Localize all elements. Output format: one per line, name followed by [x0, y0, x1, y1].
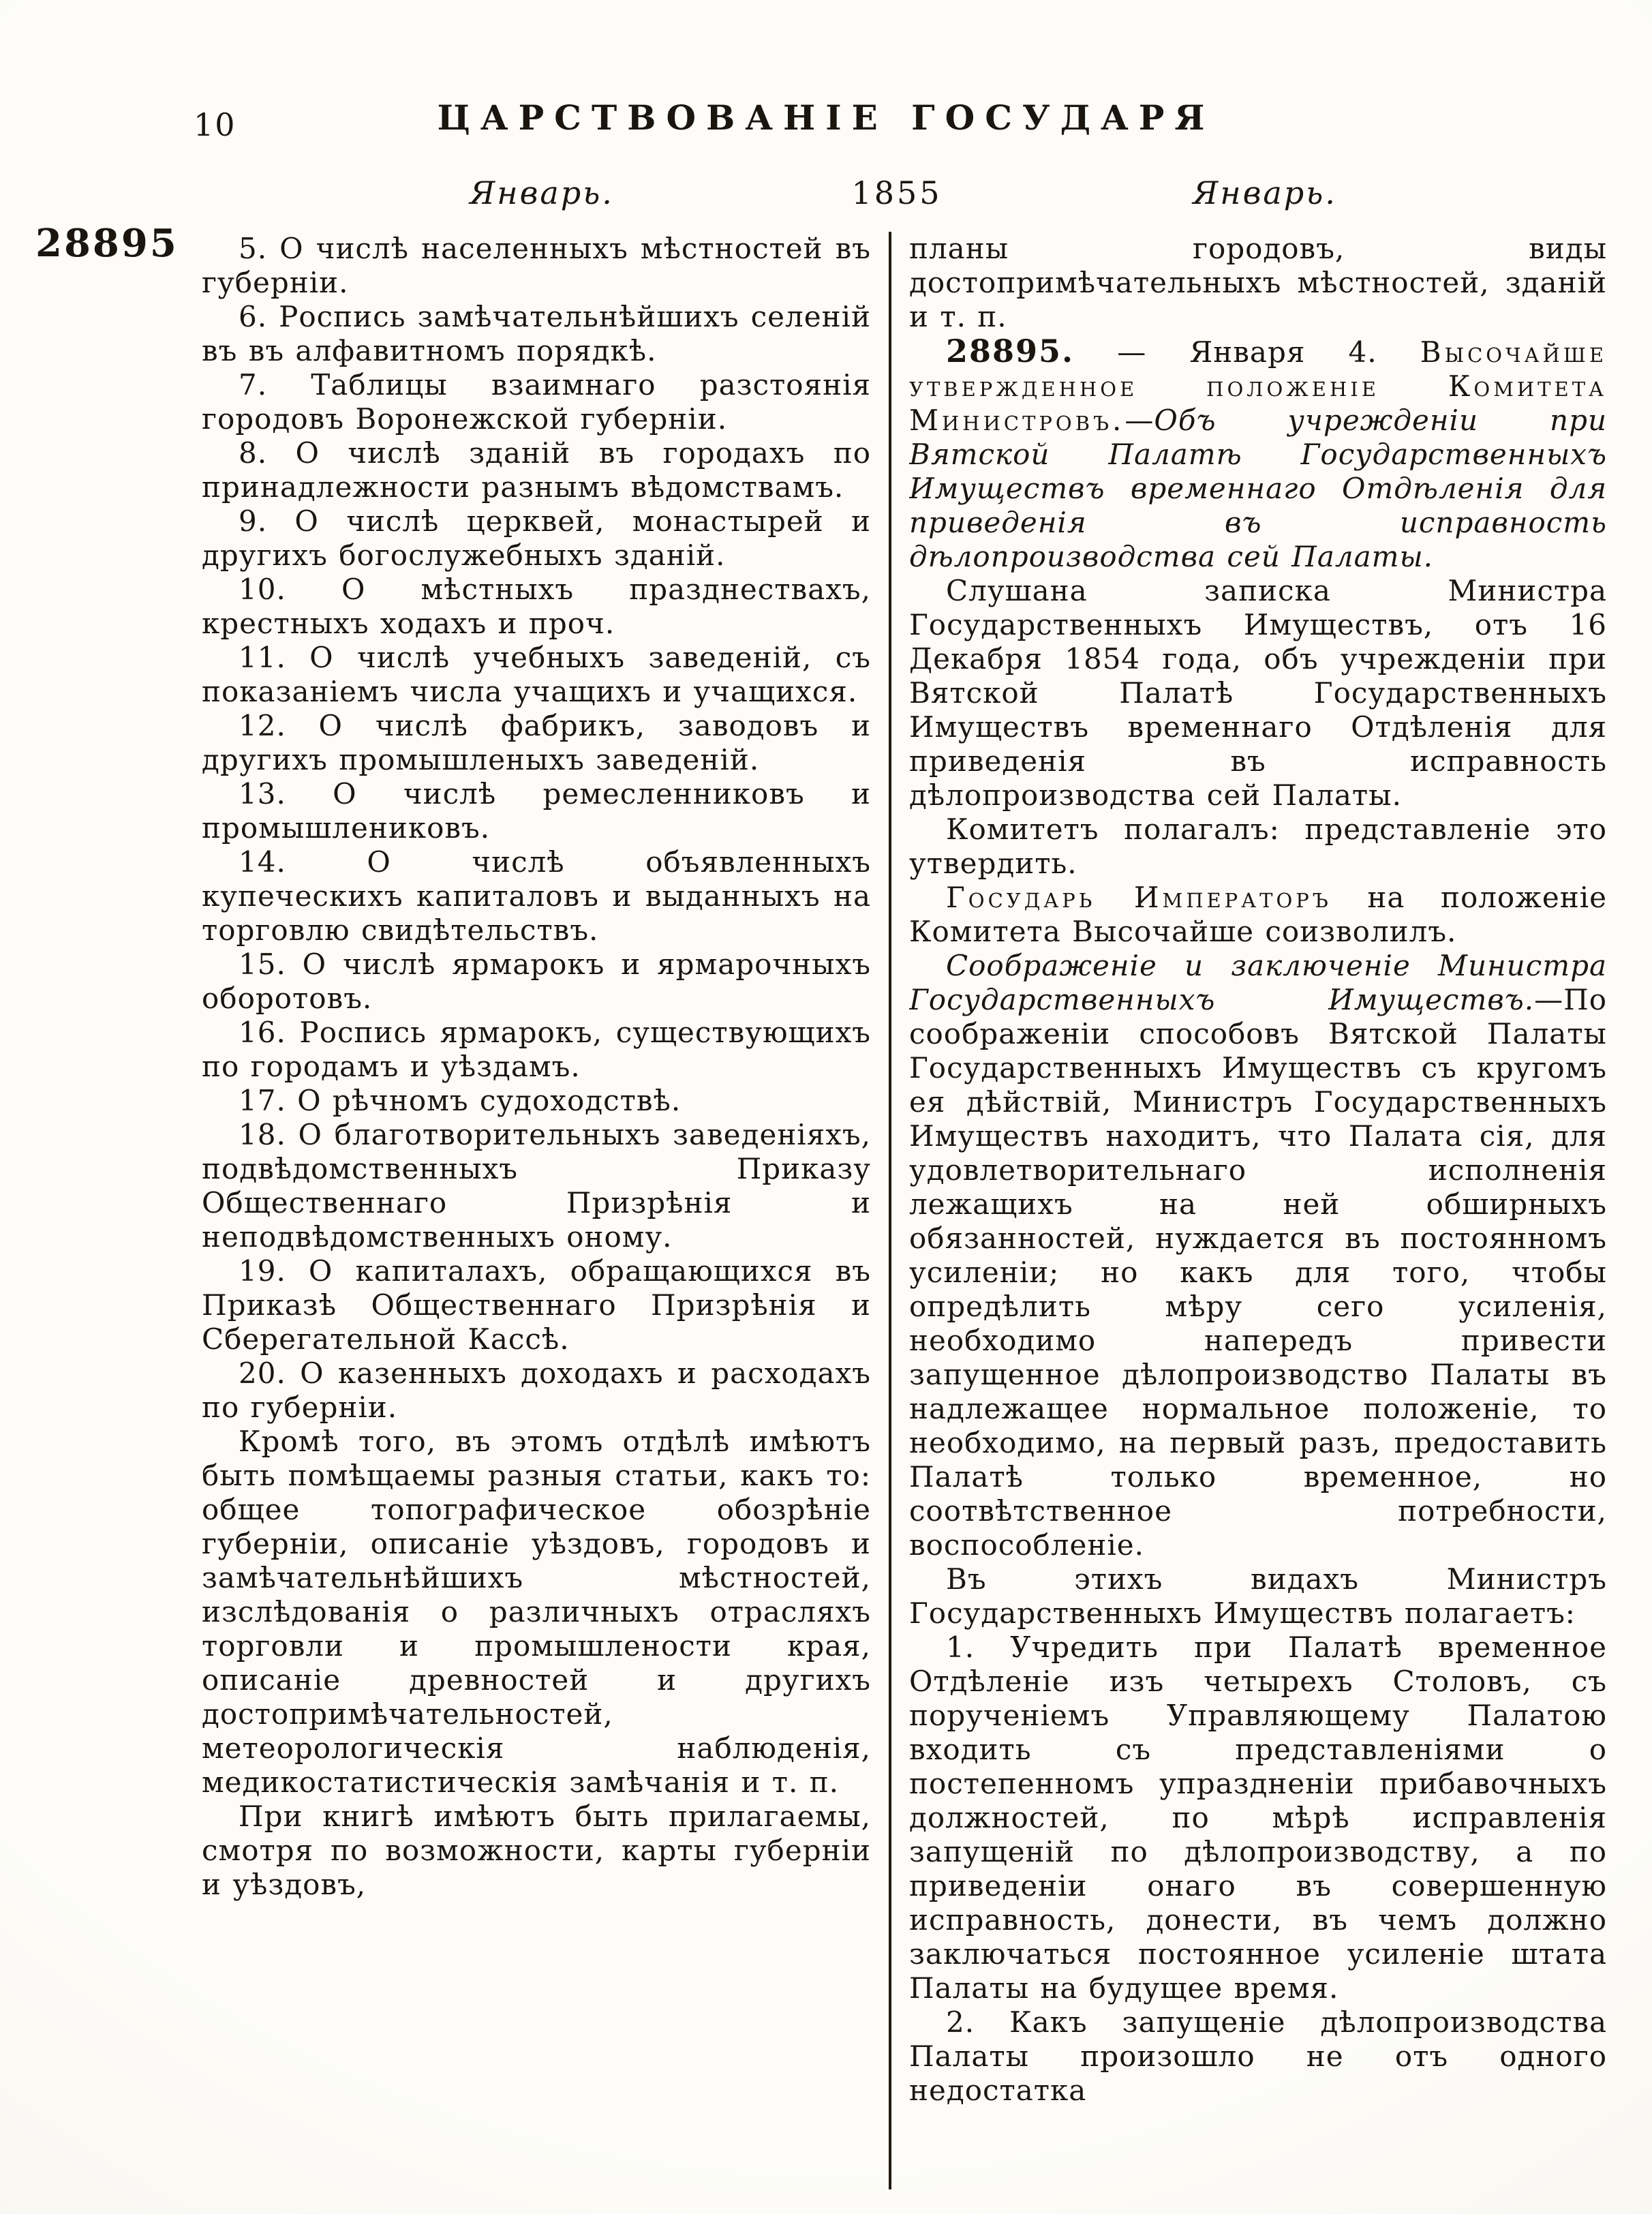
text-segment: 6. Роспись замѣчательнѣйшихъ селеній въ въ алфавитномъ порядкѣ.	[202, 300, 871, 367]
text-segment: Соображеніе и заключеніе Министра Государственныхъ Имуществъ.	[909, 949, 1607, 1016]
text-segment: Комитетъ полагалъ: представленіе это утвердить.	[909, 813, 1607, 880]
column-divider	[889, 232, 891, 2189]
text-segment: 7. Таблицы взаимнаго разстоянія городовъ Воронежской губерніи.	[202, 368, 871, 436]
text-segment: 16. Роспись ярмарокъ, существующихъ по городамъ и уѣздамъ.	[202, 1016, 871, 1083]
text-segment: 14. О числѣ объявленныхъ купеческихъ капиталовъ и выданныхъ на торговлю свидѣтельствъ.	[202, 845, 871, 947]
text-segment: 10. О мѣстныхъ празднествахъ, крестныхъ ходахъ и проч.	[202, 573, 871, 640]
paragraph	[202, 436, 871, 504]
paragraph	[202, 573, 871, 641]
text-segment: на положеніе Комитета Высочайше соизволилъ.	[909, 881, 1607, 948]
text-segment: 19. О капиталахъ, обращающихся въ Приказѣ Общественнаго Призрѣнія и Сберегательной Кассѣ.	[202, 1254, 871, 1356]
page-number: 10	[194, 106, 236, 143]
text-segment: планы городовъ, виды достопримѣчательныхъ мѣстностей, зданій и т. п.	[909, 232, 1607, 333]
paragraph	[909, 232, 1607, 334]
text-segment: Кромѣ того, въ этомъ отдѣлѣ имѣютъ быть помѣщаемы разныя статьи, какъ то: общее топографическое обозрѣніе губерніи, описаніе уѣздовъ, городовъ и замѣчательнѣйшихъ мѣстностей, изслѣдованія о различныхъ отрасляхъ торговли и промышлености края, описаніе древностей и другихъ достопримѣчательностей, метеорологическія наблюденія, медикостатистическія замѣчанія и т. п.	[202, 1425, 871, 1799]
text-segment: При книгѣ имѣютъ быть прилагаемы, смотря по возможности, карты губерніи и уѣздовъ,	[202, 1800, 871, 1901]
running-title: ЦАРСТВОВАНІЕ ГОСУДАРЯ	[437, 97, 1215, 138]
paragraph	[202, 1356, 871, 1425]
text-segment: Высочайше утвержденное положеніе Комитета Министровъ.	[909, 335, 1607, 437]
text-segment: 1. Учредить при Палатѣ временное Отдѣленіе изъ четырехъ Столовъ, съ порученіемъ Управляющему Палатою входить съ представленіями о постепенномъ упраздненіи прибавочныхъ должностей, по мѣрѣ исправленія запущеній по дѣлопроизводству, а по приведеніи онаго въ совершенную исправность, донести, въ чемъ должно заключаться постоянное усиленіе штата Палаты на будущее время.	[909, 1631, 1607, 2005]
act-number-margin: 28895	[35, 221, 179, 266]
paragraph	[909, 1631, 1607, 2005]
text-segment: 15. О числѣ ярмарокъ и ярмарочныхъ оборотовъ.	[202, 947, 871, 1015]
text-segment: 8. О числѣ зданій въ городахъ по принадлежности разнымъ вѣдомствамъ.	[202, 436, 871, 504]
text-segment: 13. О числѣ ремесленниковъ и промышлениковъ.	[202, 777, 871, 845]
paragraph	[909, 949, 1607, 1562]
text-segment: 5. О числѣ населенныхъ мѣстностей въ губерніи.	[202, 232, 871, 299]
paragraph	[202, 845, 871, 947]
paragraph	[202, 1118, 871, 1254]
paragraph	[202, 1016, 871, 1084]
year: 1855	[851, 175, 943, 211]
paragraph	[202, 232, 871, 300]
text-segment: 20. О казенныхъ доходахъ и расходахъ по губерніи.	[202, 1356, 871, 1424]
paragraph	[202, 368, 871, 436]
paragraph	[909, 574, 1607, 813]
text-segment: —По соображеніи способовъ Вятской Палаты Государственныхъ Имуществъ съ кругомъ ея дѣйствій, Министръ Государственныхъ Имуществъ находитъ, что Палата сія, для удовлетворительнаго исполненія лежащихъ на ней обширныхъ обязанностей, нуждается въ постоянномъ усиленіи; но какъ для того, чтобы опредѣлить мѣру сего усиленія, необходимо напередъ привести запущенное дѣлопроизводство Палаты въ надлежащее нормальное положеніе, то необходимо, на первый разъ, предоставить Палатѣ только временное, но соотвѣтственное потребности, воспособленіе.	[909, 983, 1607, 1562]
text-segment: —	[1125, 404, 1154, 437]
text-segment: 18. О благотворительныхъ заведеніяхъ, подвѣдомственныхъ Приказу Общественнаго Призрѣнія и неподвѣдомственныхъ оному.	[202, 1118, 871, 1254]
act-number-inline: 28895.	[946, 333, 1075, 369]
paragraph	[202, 1254, 871, 1356]
paragraph	[909, 1562, 1607, 1631]
paragraph	[202, 1425, 871, 1800]
paragraph	[909, 334, 1607, 574]
paragraph	[202, 504, 871, 573]
text-segment: 2. Какъ запущеніе дѣлопроизводства Палаты произошло не отъ одного недостатка	[909, 2005, 1607, 2107]
paragraph	[202, 947, 871, 1016]
paragraph	[909, 813, 1607, 881]
right-column	[909, 232, 1607, 2189]
text-segment: Государь Императоръ	[946, 881, 1332, 914]
paragraph	[202, 777, 871, 845]
text-segment: Въ этихъ видахъ Министръ Государственныхъ Имуществъ полагаетъ:	[909, 1562, 1607, 1630]
text-segment: 9. О числѣ церквей, монастырей и другихъ богослужебныхъ зданій.	[202, 504, 871, 572]
left-column	[202, 232, 871, 2189]
paragraph	[202, 1800, 871, 1902]
paragraph	[909, 881, 1607, 949]
paragraph	[202, 641, 871, 709]
text-columns	[202, 232, 1607, 2189]
paragraph	[909, 2005, 1607, 2108]
paragraph	[202, 300, 871, 368]
text-segment: Объ учрежденіи при Вятской Палатѣ Государственныхъ Имуществъ временнаго Отдѣленія для приведенія въ исправность дѣлопроизводства сей Палаты.	[909, 404, 1607, 573]
month-right: Январь.	[1193, 175, 1337, 211]
text-segment: — Января 4.	[1074, 335, 1420, 369]
text-segment: Слушана записка Министра Государственныхъ Имуществъ, отъ 16 Декабря 1854 года, объ учрежденіи при Вятской Палатѣ Государственныхъ Имуществъ временнаго Отдѣленія для приведенія въ исправность дѣлопроизводства сей Палаты.	[909, 574, 1607, 812]
text-segment: 11. О числѣ учебныхъ заведеній, съ показаніемъ числа учащихъ и учащихся.	[202, 641, 871, 708]
text-segment: 17. О рѣчномъ судоходствѣ.	[239, 1084, 682, 1117]
text-segment: 12. О числѣ фабрикъ, заводовъ и другихъ промышленыхъ заведеній.	[202, 709, 871, 776]
paragraph	[202, 1084, 871, 1118]
paragraph	[202, 709, 871, 777]
month-left: Январь.	[470, 175, 614, 211]
